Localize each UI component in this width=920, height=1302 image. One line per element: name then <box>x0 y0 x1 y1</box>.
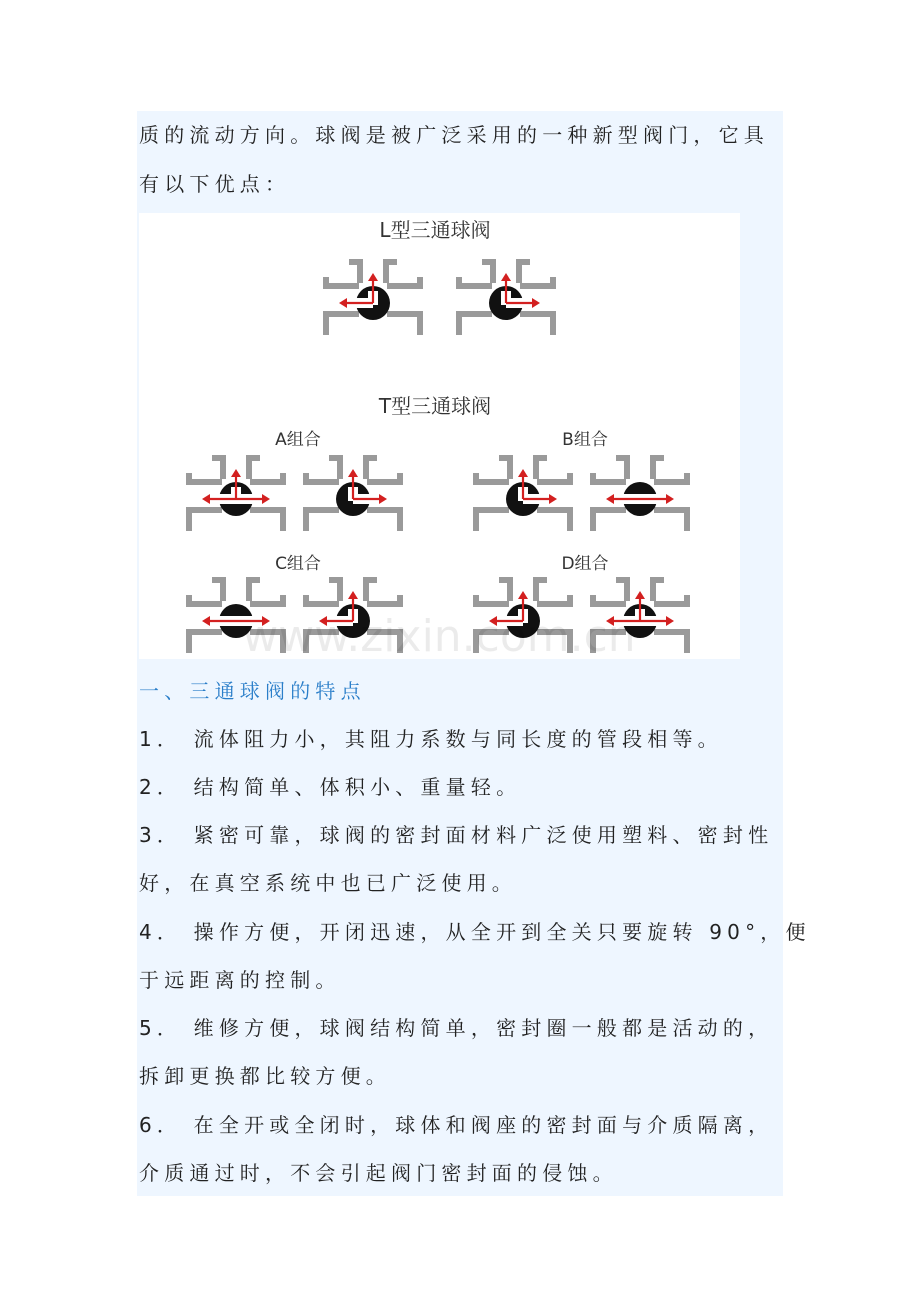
group-d-label: D组合 <box>561 554 609 574</box>
intro-line-2: 有以下优点： <box>139 172 291 196</box>
item-line: 介质通过时，不会引起阀门密封面的侵蚀。 <box>139 1161 618 1185</box>
item-line: 6． 在全开或全闭时，球体和阀座的密封面与介质隔离， <box>139 1113 774 1137</box>
valve-icons <box>186 259 690 653</box>
group-a-label: A组合 <box>275 430 321 450</box>
watermark: www.zixin.com.cn <box>242 611 636 659</box>
intro-line-1: 质的流动方向。球阀是被广泛采用的一种新型阀门，它具 <box>139 123 769 147</box>
item-line: 2． 结构简单、体积小、重量轻。 <box>139 775 522 799</box>
section-heading: 一、三通球阀的特点 <box>139 679 366 703</box>
item-line: 3． 紧密可靠，球阀的密封面材料广泛使用塑料、密封性 <box>139 823 774 847</box>
item-line: 1． 流体阻力小，其阻力系数与同长度的管段相等。 <box>139 727 723 751</box>
flow-arrow <box>202 469 270 504</box>
valve-diagram <box>139 213 740 659</box>
group-b-label: B组合 <box>562 430 608 450</box>
item-line: 于远距离的控制。 <box>139 968 341 992</box>
item-line: 拆卸更换都比较方便。 <box>139 1064 391 1088</box>
item-line: 好，在真空系统中也已广泛使用。 <box>139 871 517 895</box>
l-type-title: L型三通球阀 <box>379 218 491 242</box>
group-c-label: C组合 <box>275 554 321 574</box>
item-line: 5． 维修方便，球阀结构简单，密封圈一般都是活动的， <box>139 1016 774 1040</box>
item-line: 4． 操作方便，开闭迅速，从全开到全关只要旋转 90°，便 <box>139 920 811 944</box>
valve-b-2 <box>590 455 690 531</box>
three-way-ball-valve-figure <box>139 213 740 659</box>
t-type-title: T型三通球阀 <box>378 394 492 418</box>
